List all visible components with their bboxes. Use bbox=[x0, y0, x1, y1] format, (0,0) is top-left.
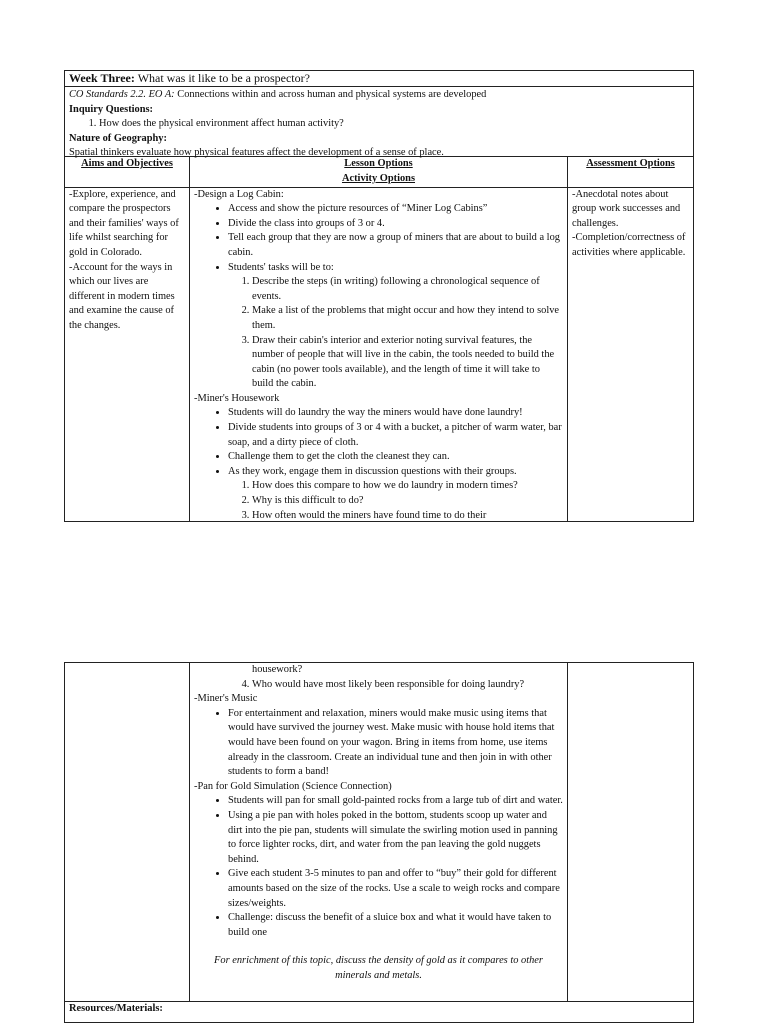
lesson-header bbox=[190, 157, 568, 187]
assessment-header: Assessment Options bbox=[568, 157, 694, 187]
inquiry-item: 1. How does the physical environment affect human activity? bbox=[99, 117, 689, 132]
pan-gold-list bbox=[194, 794, 563, 940]
week-title-row bbox=[65, 71, 694, 87]
week-label: Week Three: bbox=[69, 71, 135, 85]
activities-cell-continued bbox=[190, 663, 568, 1002]
nature-text: Spatial thinkers evaluate how physical features affect the development of a sense of place. bbox=[69, 147, 444, 159]
list-item: 3. How often would the miners have found time to do their bbox=[252, 509, 563, 521]
housework-questions bbox=[194, 479, 563, 520]
standards-text: Connections within and across human and physical systems are developed bbox=[177, 89, 487, 100]
aims-cell bbox=[65, 187, 190, 521]
inquiry-label: Inquiry Questions: bbox=[69, 103, 154, 115]
nature-label: Nature of Geography: bbox=[69, 132, 167, 144]
list-item: • Students' tasks will be to: bbox=[228, 261, 563, 276]
list-item: 2. Why is this difficult to do? bbox=[252, 494, 563, 509]
activity-options-label: Activity Options bbox=[341, 172, 416, 184]
activities-cell bbox=[190, 187, 568, 521]
list-item: • Give each student 3-5 minutes to pan and offer to “buy” their gold for different amounts based on the size of the rocks. Use a scale to weigh rocks and compare sizes/weights. bbox=[228, 867, 563, 911]
week-question: What was it like to be a prospector? bbox=[137, 71, 310, 85]
resources-row bbox=[65, 1002, 694, 1023]
list-item: 3. Draw their cabin's interior and exterior noting survival features, the number of people that will live in the cabin, the tools needed to build the cabin (no power tools available), and the length of time it will take to build the cabin. bbox=[252, 334, 563, 392]
aims-cell-continued bbox=[65, 663, 190, 1002]
standards-label: CO Standards 2.2. EO A: bbox=[69, 89, 175, 100]
log-cabin-tasks bbox=[194, 275, 563, 392]
list-item: • Tell each group that they are now a group of miners that are about to build a log cabin. bbox=[228, 231, 563, 260]
assessment-item: -Completion/correctness of activities where applicable. bbox=[572, 232, 686, 258]
list-item: • For entertainment and relaxation, miners would make music using items that would have survived the journey west. Make music with house hold items that would have been found on your wagon. Bring in items from home, use items already in the classroom. Create an individual tune and then join in with other students to form a band! bbox=[228, 707, 563, 780]
lesson-table-page-1 bbox=[64, 70, 693, 522]
list-item: • Students will do laundry the way the miners would have done laundry! bbox=[228, 406, 563, 421]
standards-block bbox=[65, 87, 694, 157]
list-item: 4. Who would have most likely been responsible for doing laundry? bbox=[252, 678, 563, 693]
aim-item: -Explore, experience, and compare the prospectors and their families' ways of life whilst searching for gold in Colorado. bbox=[69, 188, 179, 258]
assessment-cell bbox=[568, 187, 694, 521]
list-item: • Challenge them to get the cloth the cleanest they can. bbox=[228, 450, 563, 465]
aims-header: Aims and Objectives bbox=[65, 157, 190, 187]
music-title: -Miner's Music bbox=[194, 693, 258, 705]
log-cabin-title: -Design a Log Cabin: bbox=[194, 188, 284, 200]
music-list bbox=[194, 707, 563, 780]
assessment-item: -Anecdotal notes about group work successes and challenges. bbox=[572, 188, 681, 229]
list-item: • Challenge: discuss the benefit of a sluice box and what it would have taken to build one bbox=[228, 911, 563, 940]
pan-gold-title: -Pan for Gold Simulation (Science Connection) bbox=[194, 780, 392, 792]
list-item: • Divide the class into groups of 3 or 4. bbox=[228, 217, 563, 232]
housework-question-4 bbox=[194, 678, 563, 693]
log-cabin-list bbox=[194, 202, 563, 275]
list-item: • Students will pan for small gold-painted rocks from a large tub of dirt and water. bbox=[228, 794, 563, 809]
housework-questions-continued bbox=[194, 663, 563, 678]
housework-title: -Miner's Housework bbox=[194, 392, 280, 404]
list-item: 1. How does this compare to how we do laundry in modern times? bbox=[252, 479, 563, 494]
lesson-options-label: Lesson Options bbox=[344, 158, 413, 170]
aim-item: -Account for the ways in which our lives are different in modern times and examine the cause of the changes. bbox=[69, 261, 175, 331]
assessment-cell-continued bbox=[568, 663, 694, 1002]
lesson-table-page-2 bbox=[64, 662, 693, 1023]
list-item: 1. Describe the steps (in writing) following a chronological sequence of events. bbox=[252, 275, 563, 304]
list-item: housework? bbox=[252, 664, 303, 675]
inquiry-list bbox=[69, 117, 689, 132]
list-item: • Access and show the picture resources of “Miner Log Cabins” bbox=[228, 202, 563, 217]
list-item: 2. Make a list of the problems that might occur and how they intend to solve them. bbox=[252, 304, 563, 333]
resources-label: Resources/Materials: bbox=[69, 1003, 163, 1014]
list-item: • Using a pie pan with holes poked in the bottom, students scoop up water and dirt into the pie pan, students will simulate the swirling motion used in panning to force lighter rocks, dirt, and water from the pan leaving the gold nuggets behind. bbox=[228, 809, 563, 867]
list-item: • Divide students into groups of 3 or 4 with a bucket, a pitcher of warm water, bar soap, and a dirty piece of cloth. bbox=[228, 421, 563, 450]
housework-list bbox=[194, 406, 563, 479]
enrichment-note: For enrichment of this topic, discuss the density of gold as it compares to other minerals and metals. bbox=[214, 955, 543, 981]
list-item: • As they work, engage them in discussion questions with their groups. bbox=[228, 465, 563, 480]
